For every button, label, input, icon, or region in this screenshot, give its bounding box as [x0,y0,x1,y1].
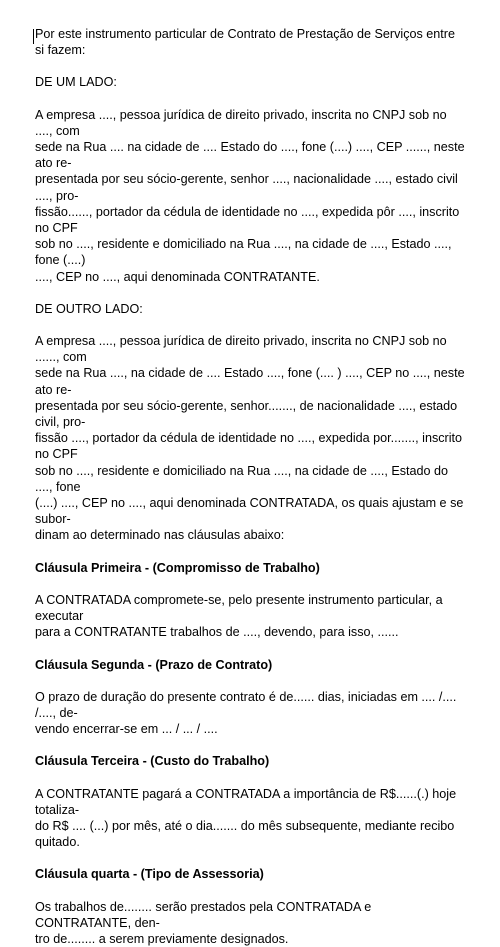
clause-four-title: Cláusula quarta - (Tipo de Assessoria) [35,867,264,882]
party-one-paragraph: A empresa ...., pessoa jurídica de direito privado, inscrita no CNPJ sob no ...., com sede na Rua .... na cidade de .... Estado do ...., fone (....) ...., CEP ......, neste ato re- presentada por seu sócio-gerente, senhor ...., nacionalidade ...., estado civil ...., pro- fissão......, portador da cédula de identidade no ...., expedida pôr ...., inscrito no CPF sob no ...., residente e domiciliado na Rua ...., na cidade de ...., Estado ...., fone (....) ...., CEP no ...., aqui denominada CONTRATANTE. [35,107,465,284]
party-two-heading: DE OUTRO LADO: [35,301,143,316]
clause-three-title: Cláusula Terceira - (Custo do Trabalho) [35,754,270,769]
clause-one-title: Cláusula Primeira - (Compromisso de Trabalho) [35,560,320,575]
party-two-paragraph: A empresa ...., pessoa jurídica de direito privado, inscrita no CNPJ sob no ......, com sede na Rua ...., na cidade de .... Estado ...., fone (.... ) ...., CEP no ...., neste ato re- presentada por seu sócio-gerente, senhor......., de nacionalidade ...., estado civil, pro- fissão ...., portador da cédula de identidade no ...., expedida por......., inscrito no CPF sob no ...., residente e domiciliado na Rua ...., na cidade de ...., Estado do ...., fone (....) ...., CEP no ...., aqui denominada CONTRATADA, os quais ajustam e se subor- dinam ao determinado nas cláusulas abaixo: [35,334,465,543]
clause-four-paragraph: Os trabalhos de........ serão prestados pela CONTRATADA e CONTRATANTE, den- tro de........ a serem previamente designados. [35,899,372,946]
intro-paragraph: Por este instrumento particular de Contrato de Prestação de Serviços entre si fazem: [35,27,456,58]
clause-two-title: Cláusula Segunda - (Prazo de Contrato) [35,657,273,672]
clause-three-paragraph: A CONTRATANTE pagará a CONTRATADA a importância de R$......(.) hoje totaliza- do R$ .... (...) por mês, até o dia....... do mês subsequente, mediante recibo quitado. [35,786,457,850]
party-one-heading: DE UM LADO: [35,75,117,90]
text-cursor [33,29,34,44]
clause-two-paragraph: O prazo de duração do presente contrato é de...... dias, iniciadas em .... /.... /...., de- vendo encerrar-se em ... / ... / .... [35,689,457,737]
clause-one-paragraph: A CONTRATADA compromete-se, pelo presente instrumento particular, a executar para a CONTRATANTE trabalhos de ...., devendo, para isso, ...... [35,592,443,640]
